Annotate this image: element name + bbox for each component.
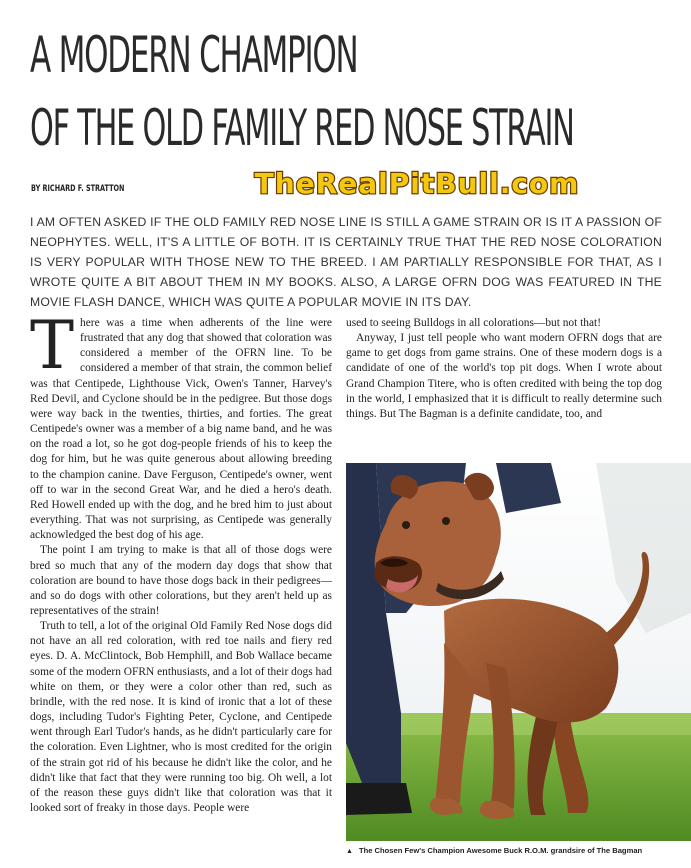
article-title-line-1: A MODERN CHAMPION <box>30 26 358 84</box>
body-paragraph: The point I am trying to make is that all of those dogs were bred so much that any of the modern day dogs that show that coloration are bound to have those dogs back in their pedigrees—and so do dogs with other colorations, but they aren't held up as representatives of the strain! <box>30 544 332 617</box>
intro-deck: I AM OFTEN ASKED IF THE OLD FAMILY RED NOSE LINE IS STILL A GAME STRAIN OR IS IT A PASSION OF NEOPHYTES. WELL, IT'S A LITTLE OF BOTH. IT IS CERTAINLY TRUE THAT THE RED NOSE COLORATION IS VERY POPULAR WITH THOSE NEW TO THE BREED. I AM PARTIALLY RESPONSIBLE FOR THAT, AS I WROTE QUITE A BIT ABOUT THEM IN MY BOOKS. ALSO, A LARGE OFRN DOG WAS FEATURED IN THE MOVIE FLASH DANCE, WHICH WAS QUITE A POPULAR MOVIE IN ITS DAY. <box>30 215 662 309</box>
left-column <box>30 307 332 816</box>
photo-caption <box>346 846 691 855</box>
body-paragraph: Anyway, I just tell people who want modern OFRN dogs that are game to get dogs from game strains. One of these modern dogs is a candidate of one of the world's top pit dogs. When I wrote about Grand Champion Titere, who is often credited with being the top dog in the world, I emphasized that it is difficult to really determine such things. But The Bagman is a definite candidate, too, and <box>346 332 662 420</box>
body-paragraph: used to seeing Bulldogs in all colorations—but not that! <box>346 317 601 329</box>
right-column <box>346 316 662 422</box>
caption-triangle-icon: ▲ <box>346 848 353 855</box>
drop-cap: T <box>30 307 75 384</box>
website-watermark-logo <box>212 166 622 200</box>
caption-text: The Chosen Few's Champion Awesome Buck R.O.M. grandsire of The Bagman <box>358 846 643 855</box>
article-title-line-2: OF THE OLD FAMILY RED NOSE STRAIN <box>30 99 574 157</box>
body-paragraph: here was a time when adherents of the line were frustrated that any dog that showed that coloration was considered a member of the OFRN line. To be considered a member of that strain, the common belief was that Centipede, Lighthouse Vick, Owen's Tanner, Harvey's Red Devil, and Cyclone should be in the pedigree. But those dogs were way back in the twenties, thirties, and forties. The great Centipede's owner was a member of a big name band, and he was on the road a lot, so he got dog-people friends of his to keep the dog for him, but he was quite generous about allowing breeding to the champion canine. Dave Ferguson, Centipede's owner, went off to war in the second Great War, and he died a hero's death. Red Howell ended up with the dog, and he bred him to just about everything. That was not surprising, as Centipede was generally acknowledged the best dog of his age. <box>30 317 332 542</box>
logo-text: TheRealPitBull.com <box>254 167 580 200</box>
body-paragraph: Truth to tell, a lot of the original Old Family Red Nose dogs did not have an all red coloration, with red toe nails and fiery red eyes. D. A. McClintock, Bob Hemphill, and Bob Wallace became some of the modern OFRN enthusiasts, and a lot of their dogs had white on them, or they were a color other than red, such as brindle, with the red nose. It is kind of ironic that a lot of these dogs, including Tudor's Fighting Peter, Cyclone, and Centipede went through Earl Tudor's hands, as he didn't particularly care for the coloration. Even Lightner, who is most credited for the origin of the strain got rid of his because he didn't like the color, and he didn't like that fact that they were running too big. Oh well, a lot of the reason these guys didn't like that coloration was that it looked sort of freaky in those days. People were <box>30 620 332 814</box>
author-byline: BY RICHARD F. STRATTON <box>31 184 125 194</box>
dog-photo <box>346 463 691 841</box>
